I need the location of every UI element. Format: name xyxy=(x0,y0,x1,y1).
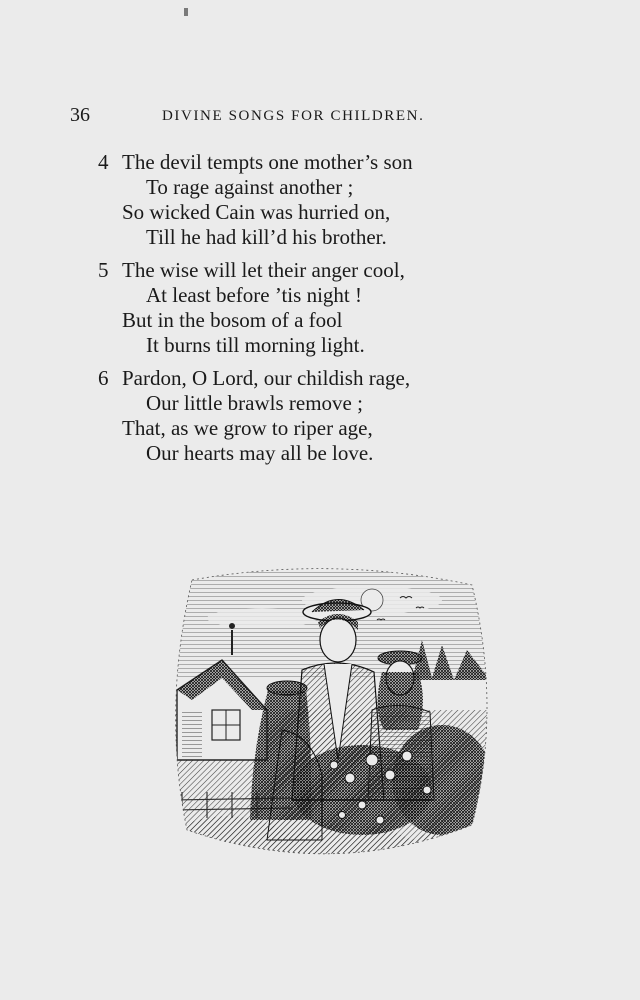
stanza-4 xyxy=(98,150,498,250)
verse-text: So wicked Cain was hurried on, xyxy=(122,200,391,224)
stanza-line xyxy=(98,283,498,308)
stanza-line xyxy=(98,200,498,225)
scan-speck xyxy=(184,8,188,16)
page-header xyxy=(70,104,480,128)
stanza-line xyxy=(98,333,498,358)
vignette-illustration xyxy=(172,560,490,865)
stanza-line xyxy=(98,366,498,391)
stanza-number: 6 xyxy=(98,366,109,390)
verse-text: At least before ’tis night ! xyxy=(146,283,362,307)
verse-text: The wise will let their anger cool, xyxy=(122,258,405,282)
stanza-line xyxy=(98,258,498,283)
stanza-6 xyxy=(98,366,498,466)
verse-text: The devil tempts one mother’s son xyxy=(122,150,413,174)
stanza-line xyxy=(98,150,498,175)
verse-text: Till he had kill’d his brother. xyxy=(146,225,387,249)
stanza-number: 4 xyxy=(98,150,109,174)
stanza-line xyxy=(98,175,498,200)
stanza-number: 5 xyxy=(98,258,109,282)
verse-text: It burns till morning light. xyxy=(146,333,365,357)
page-number: 36 xyxy=(70,104,90,126)
stanza-line xyxy=(98,416,498,441)
engraving-scene xyxy=(172,560,490,865)
stanza-5 xyxy=(98,258,498,358)
verse-text: Pardon, O Lord, our childish rage, xyxy=(122,366,411,390)
stanza-line xyxy=(98,391,498,416)
verse-text: But in the bosom of a fool xyxy=(122,308,343,332)
stanza-line xyxy=(98,308,498,333)
cloud xyxy=(207,608,317,628)
verse-text: Our little brawls remove ; xyxy=(146,391,363,415)
verse-text: Our hearts may all be love. xyxy=(146,441,374,465)
running-title: DIVINE SONGS FOR CHILDREN. xyxy=(162,108,425,124)
stanza-line xyxy=(98,441,498,466)
verse-text: That, as we grow to riper age, xyxy=(122,416,373,440)
stanza-line xyxy=(98,225,498,250)
verse-text: To rage against another ; xyxy=(146,175,354,199)
